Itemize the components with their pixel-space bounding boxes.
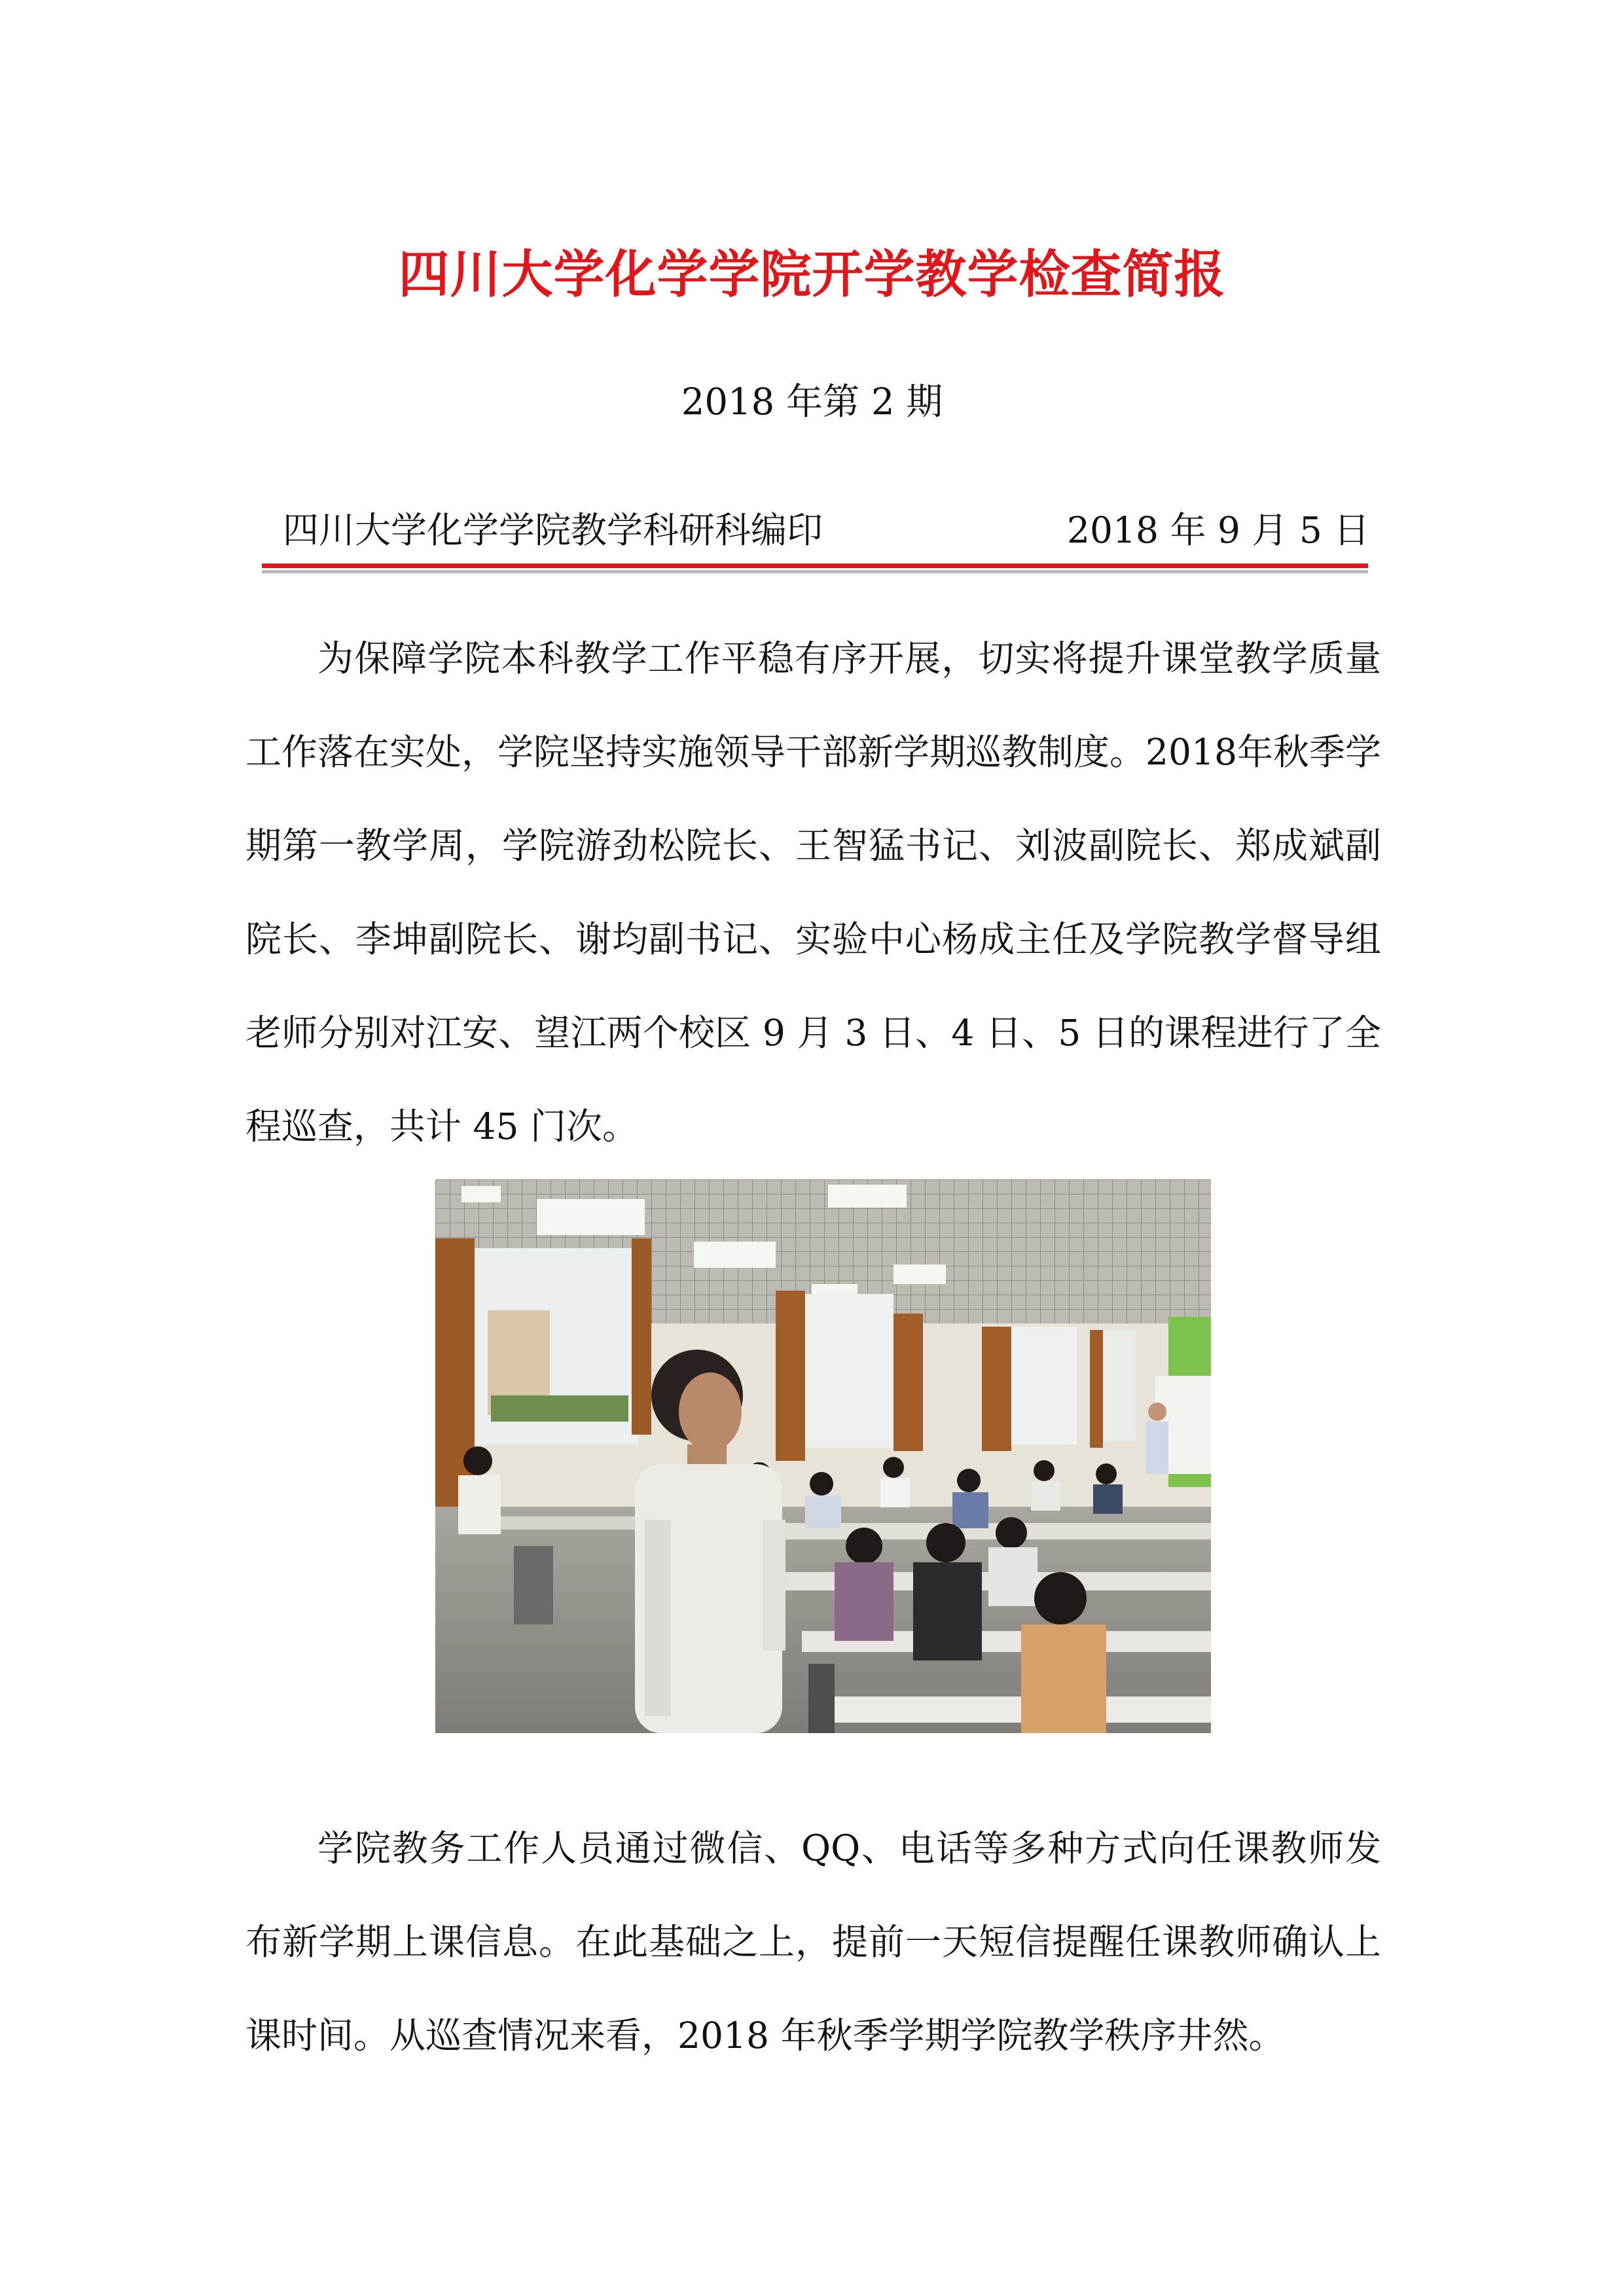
issue-number: 2018 年第 2 期 (681, 381, 943, 423)
body-paragraph: 学院教务工作人员通过微信、QQ、电话等多种方式向任课教师发布新学期上课信息。在此基础之上，提前一天短信提醒任课教师确认上课时间。从巡查情况来看，2018 年秋季学期学院教学秩序井然。 (245, 1827, 1381, 2056)
body-paragraph: 为保障学院本科教学工作平稳有序开展，切实将提升课堂教学质量工作落在实处，学院坚持实施领导干部新学期巡教制度。2018年秋季学期第一教学周，学院游劲松院长、王智猛书记、刘波副院长、郑成斌副院长、李坤副院长、谢均副书记、实验中心杨成主任及学院教学督导组老师分别对江安、望江两个校区 9 月 3 日、4 日、5 日的课程进行了全程巡查，共计 45 门次。 (245, 637, 1381, 1147)
publish-date: 2018 年 9 月 5 日 (1067, 509, 1370, 551)
classroom-photo (435, 1179, 1211, 1733)
header-rule-red (262, 564, 1368, 568)
report-title: 四川大学化学学院开学教学检查简报 (398, 245, 1226, 304)
header-rule-shadow (262, 570, 1368, 573)
publisher-line: 四川大学化学学院教学科研科编印 (283, 509, 823, 551)
